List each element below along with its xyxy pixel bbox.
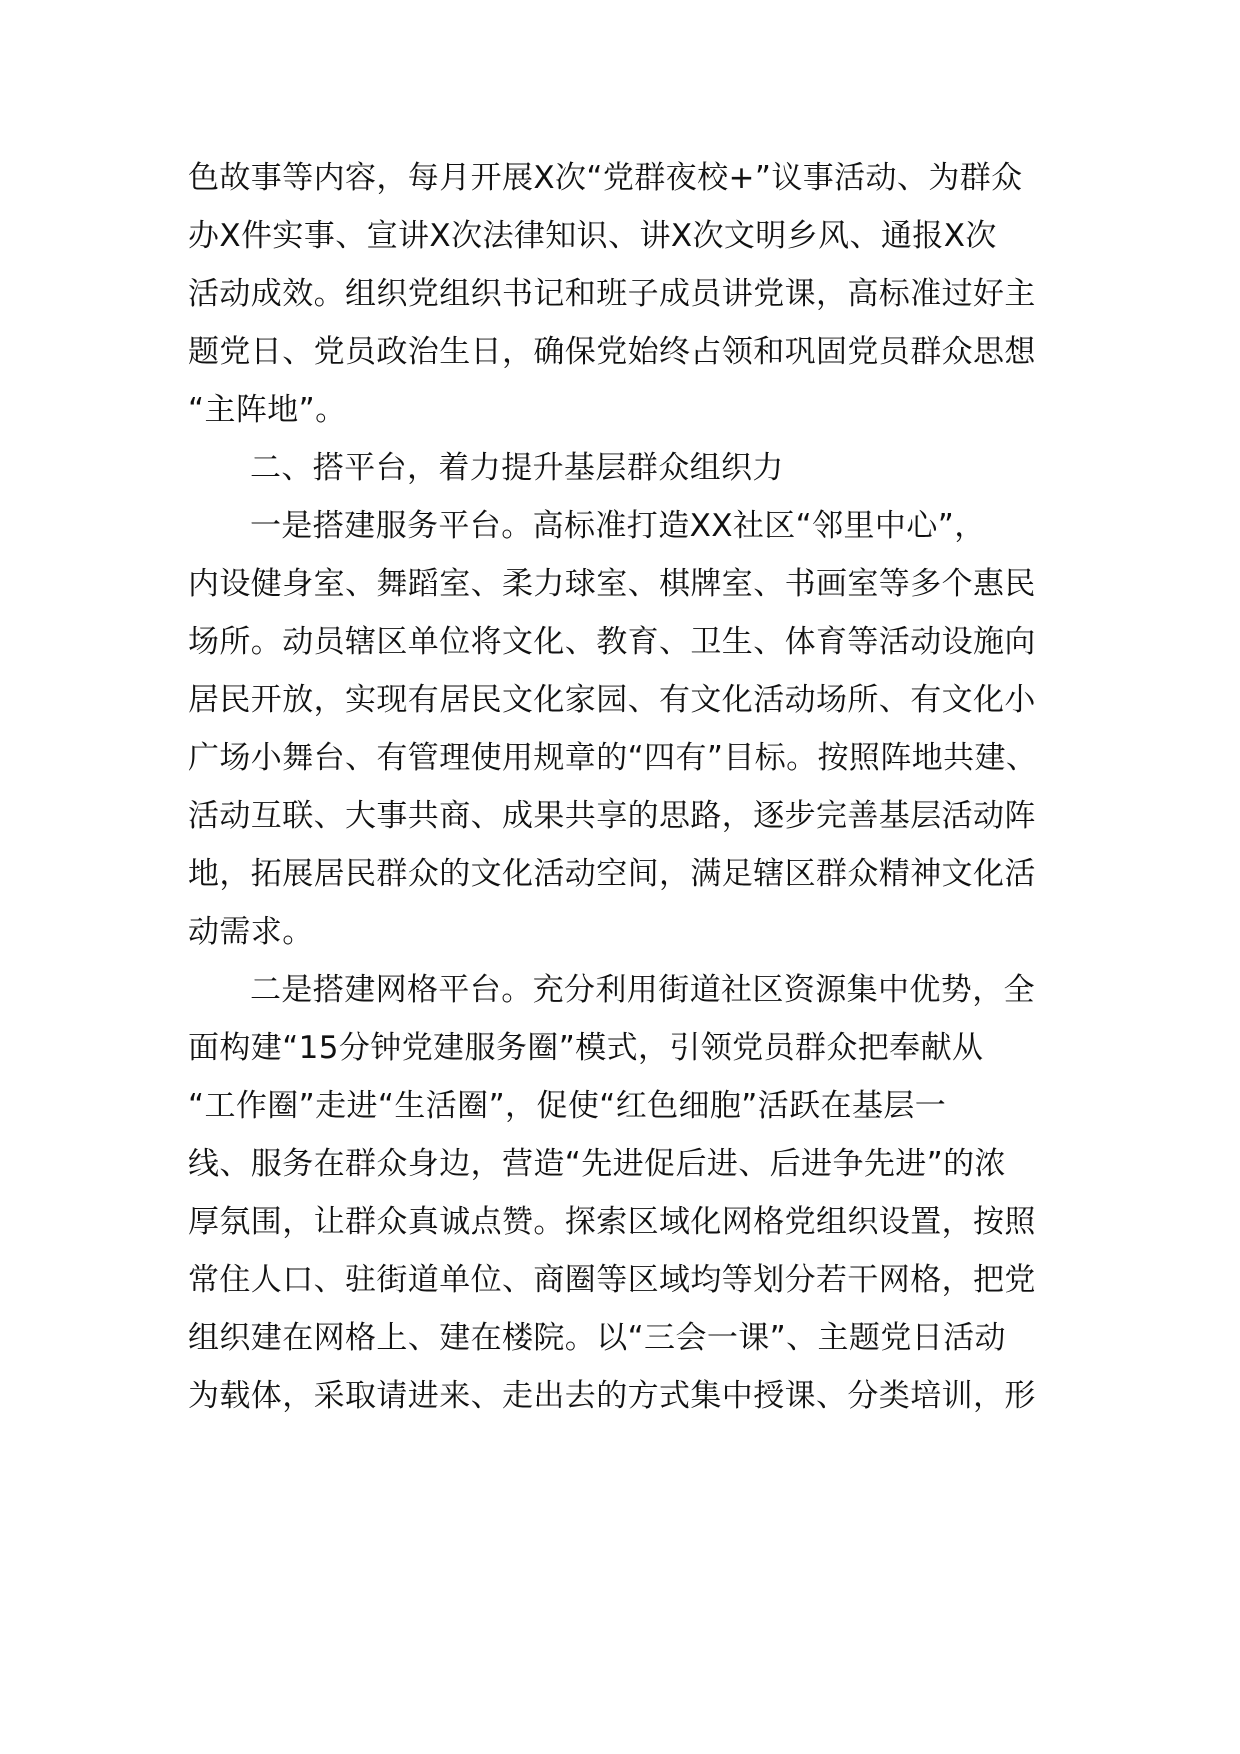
- text-line: 常住人口、驻街道单位、商圈等区域均等划分若干网格，把党: [188, 1262, 1036, 1298]
- text-line: 为载体，采取请进来、走出去的方式集中授课、分类培训，形: [188, 1378, 1036, 1414]
- text-line: 题党日、党员政治生日，确保党始终占领和巩固党员群众思想: [188, 334, 1036, 370]
- section-heading: 二、搭平台，着力提升基层群众组织力: [250, 450, 784, 486]
- paragraph-start-line: 一是搭建服务平台。高标准打造XX社区“邻里中心”，: [250, 508, 986, 544]
- text-line: 面构建“15分钟党建服务圈”模式，引领党员群众把奉献从: [188, 1030, 984, 1066]
- text-line: 线、服务在群众身边，营造“先进促后进、后进争先进”的浓: [188, 1146, 1006, 1182]
- text-line: 广场小舞台、有管理使用规章的“四有”目标。按照阵地共建、: [188, 740, 1038, 776]
- text-line: 内设健身室、舞蹈室、柔力球室、棋牌室、书画室等多个惠民: [188, 566, 1036, 602]
- text-line: 动需求。: [188, 914, 314, 950]
- text-line: “工作圈”走进“生活圈”，促使“红色细胞”活跃在基层一: [188, 1088, 947, 1124]
- paragraph-start-line: 二是搭建网格平台。充分利用街道社区资源集中优势，全: [250, 972, 1035, 1008]
- text-line: 场所。动员辖区单位将文化、教育、卫生、体育等活动设施向: [188, 624, 1036, 660]
- text-line: 活动互联、大事共商、成果共享的思路，逐步完善基层活动阵: [188, 798, 1036, 834]
- text-line: 居民开放，实现有居民文化家园、有文化活动场所、有文化小: [188, 682, 1036, 718]
- text-line: “主阵地”。: [188, 392, 347, 428]
- text-line: 色故事等内容，每月开展X次“党群夜校+”议事活动、为群众: [188, 160, 1023, 196]
- text-line: 地，拓展居民群众的文化活动空间，满足辖区群众精神文化活: [188, 856, 1036, 892]
- text-line: 组织建在网格上、建在楼院。以“三会一课”、主题党日活动: [188, 1320, 1006, 1356]
- text-line: 活动成效。组织党组织书记和班子成员讲党课，高标准过好主: [188, 276, 1036, 312]
- text-line: 厚氛围，让群众真诚点赞。探索区域化网格党组织设置，按照: [188, 1204, 1036, 1240]
- text-line: 办X件实事、宣讲X次法律知识、讲X次文明乡风、通报X次: [188, 218, 997, 254]
